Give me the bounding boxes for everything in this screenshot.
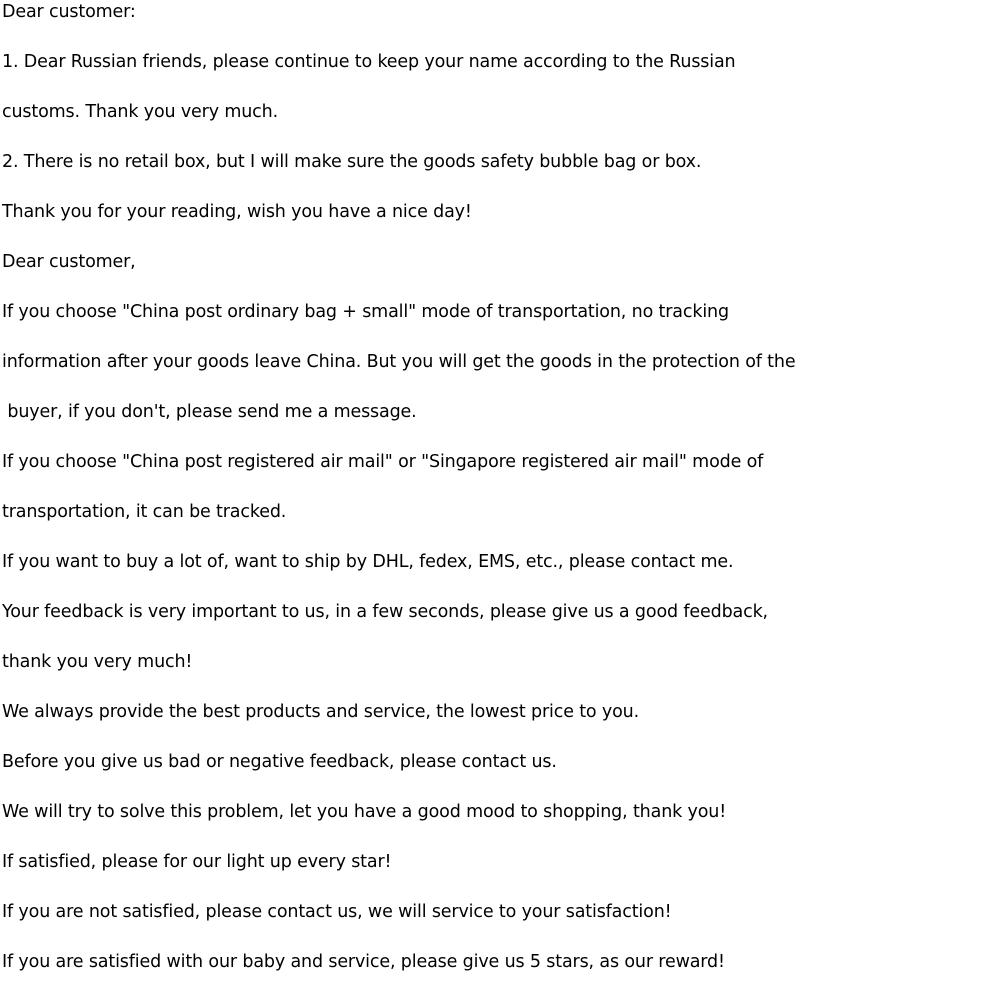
notice-line-buyer-protection: buyer, if you don't, please send me a message.	[2, 402, 417, 422]
notice-line-bulk-shipping: If you want to buy a lot of, want to ship by DHL, fedex, EMS, etc., please contact me.	[2, 552, 734, 572]
notice-line-retail-box: 2. There is no retail box, but I will make sure the goods safety bubble bag or box.	[2, 152, 702, 172]
notice-line-greeting-2: Dear customer,	[2, 252, 136, 272]
notice-line-thank-you: thank you very much!	[2, 652, 193, 672]
notice-line-tracking-info: information after your goods leave China. But you will get the goods in the protection of the	[2, 352, 796, 372]
notice-line-best-products: We always provide the best products and service, the lowest price to you.	[2, 702, 640, 722]
notice-line-tracked: transportation, it can be tracked.	[2, 502, 287, 522]
notice-line-registered-mail: If you choose "China post registered air mail" or "Singapore registered air mail" mode of	[2, 452, 764, 472]
notice-line-negative-feedback: Before you give us bad or negative feedback, please contact us.	[2, 752, 557, 772]
notice-line-not-satisfied: If you are not satisfied, please contact us, we will service to your satisfaction!	[2, 902, 672, 922]
notice-line-light-star: If satisfied, please for our light up every star!	[2, 852, 392, 872]
notice-line-customs: customs. Thank you very much.	[2, 102, 279, 122]
notice-line-five-stars: If you are satisfied with our baby and service, please give us 5 stars, as our reward!	[2, 952, 725, 972]
notice-line-solve-problem: We will try to solve this problem, let you have a good mood to shopping, thank you!	[2, 802, 727, 822]
notice-line-feedback-request: Your feedback is very important to us, in a few seconds, please give us a good feedback,	[2, 602, 768, 622]
notice-line-greeting: Dear customer:	[2, 2, 136, 22]
seller-notice-document	[2, 0, 987, 1000]
notice-line-thanks-reading: Thank you for your reading, wish you have a nice day!	[2, 202, 472, 222]
notice-line-russian-friends: 1. Dear Russian friends, please continue to keep your name according to the Russian	[2, 52, 736, 72]
notice-line-ordinary-bag: If you choose "China post ordinary bag + small" mode of transportation, no tracking	[2, 302, 729, 322]
